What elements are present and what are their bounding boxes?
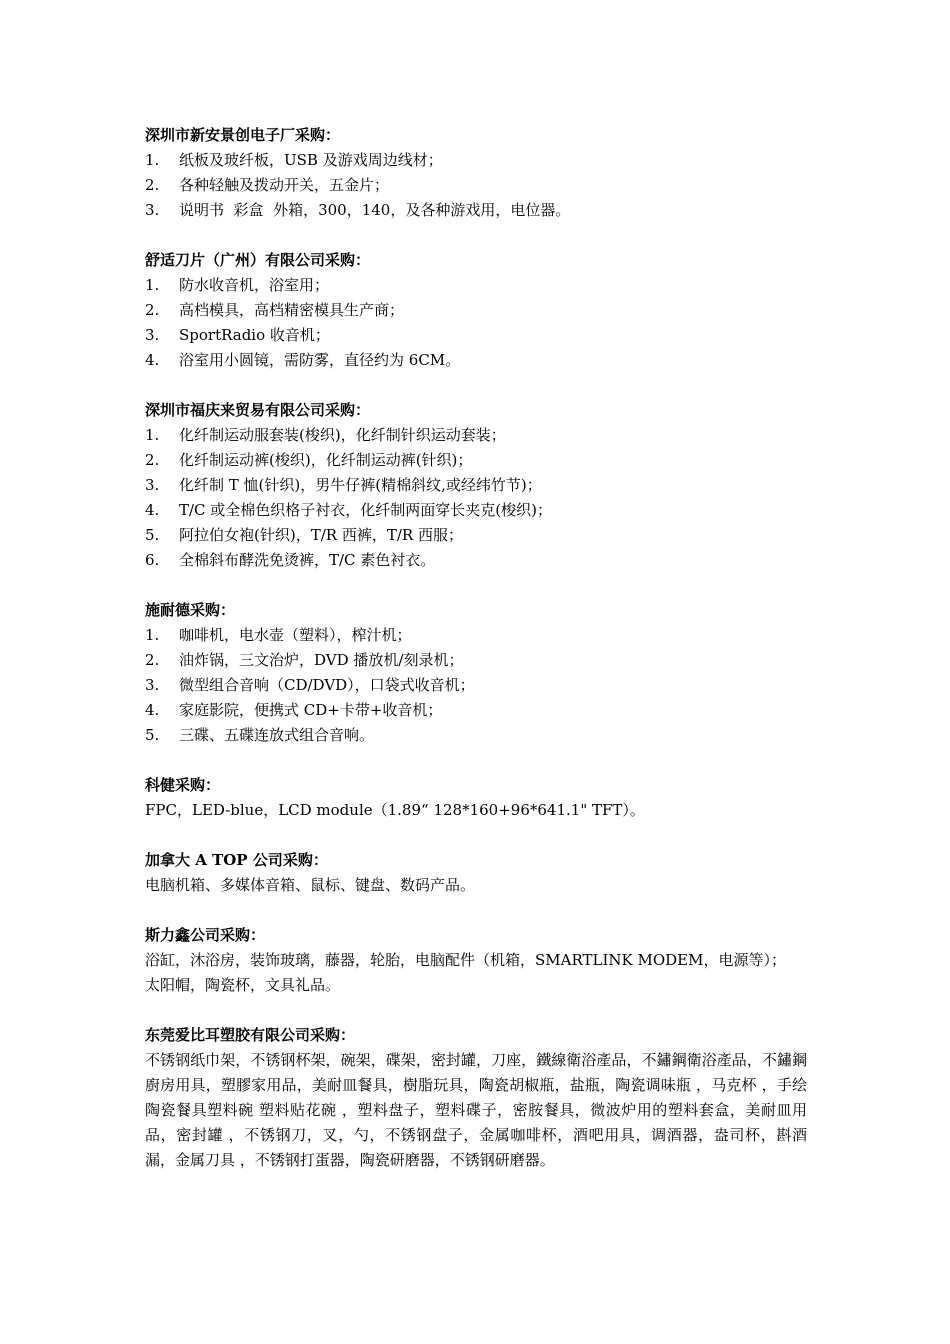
list-item — [145, 673, 807, 698]
item-number: 5. — [145, 726, 160, 744]
item-number: 1. — [145, 426, 160, 444]
list-item — [145, 548, 807, 573]
section-paragraph: 电脑机箱、多媒体音箱、鼠标、键盘、数码产品。 — [145, 876, 476, 894]
section-heading: 施耐德采购： — [145, 601, 236, 619]
item-number: 3. — [145, 676, 160, 694]
item-number: 4. — [145, 701, 160, 719]
list-item — [145, 473, 807, 498]
item-text: 说明书 彩盒 外箱，300，140，及各种游戏用，电位器。 — [179, 201, 571, 219]
item-number: 3. — [145, 326, 160, 344]
list-item — [145, 498, 807, 523]
item-text: 纸板及玻纤板，USB 及游戏周边线材； — [179, 151, 443, 169]
section-heading: 深圳市新安景创电子厂采购： — [145, 126, 341, 144]
list-item — [145, 298, 807, 323]
item-number: 5. — [145, 526, 160, 544]
section-schneider — [145, 598, 807, 748]
section-shushi-daopian — [145, 248, 807, 373]
list-item — [145, 198, 807, 223]
section-heading: 科健采购： — [145, 776, 221, 794]
list-item — [145, 273, 807, 298]
item-number: 1. — [145, 626, 160, 644]
item-text: 化纤制 T 恤(针织)，男牛仔裤(精棉斜纹,或经纬竹节)； — [179, 476, 542, 494]
list-item — [145, 323, 807, 348]
list-item — [145, 423, 807, 448]
item-text: 浴室用小圆镜，需防雾，直径约为 6CM。 — [179, 351, 461, 369]
section-fuqinglai — [145, 398, 807, 573]
item-text: SportRadio 收音机； — [179, 326, 330, 344]
section-paragraph: 太阳帽，陶瓷杯，文具礼品。 — [145, 976, 341, 994]
item-number: 2. — [145, 651, 160, 669]
item-text: 各种轻触及拨动开关，五金片； — [179, 176, 390, 194]
list-item — [145, 723, 807, 748]
list-item — [145, 173, 807, 198]
section-paragraph: FPC，LED-blue，LCD module（1.89“ 128*160+96*641.1" TFT）。 — [145, 801, 645, 819]
item-text: 咖啡机，电水壶（塑料），榨汁机； — [179, 626, 412, 644]
item-number: 1. — [145, 151, 160, 169]
item-text: 化纤制运动裤(梭织)，化纤制运动裤(针织)； — [179, 451, 473, 469]
item-text: 微型组合音响（CD/DVD），口袋式收音机； — [179, 676, 475, 694]
section-kejian — [145, 773, 807, 823]
section-canada-atop — [145, 848, 807, 898]
section-aibier — [145, 1023, 807, 1173]
document-page — [145, 123, 807, 1198]
item-number: 4. — [145, 351, 160, 369]
item-number: 6. — [145, 551, 160, 569]
item-text: T/C 或全棉色织格子衬衣，化纤制两面穿长夹克(梭织)； — [179, 501, 553, 519]
section-heading: 深圳市福庆来贸易有限公司采购： — [145, 401, 371, 419]
item-text: 高档模具，高档精密模具生产商； — [179, 301, 405, 319]
section-heading: 东莞爱比耳塑胶有限公司采购： — [145, 1026, 356, 1044]
section-heading: 加拿大 A TOP 公司采购： — [145, 851, 328, 869]
item-text: 化纤制运动服套装(梭织)，化纤制针织运动套装； — [179, 426, 506, 444]
section-xinanjingchuang — [145, 123, 807, 223]
section-paragraph: 不锈钢纸巾架，不锈钢杯架，碗架，碟架，密封罐，刀座，鐵線衛浴產品，不鏽鋼衛浴產品，不鏽鋼廚房用具，塑膠家用品，美耐皿餐具，樹脂玩具，陶瓷胡椒瓶，盐瓶，陶瓷调味瓶 ，马克杯 ，手绘陶瓷餐具塑料碗 塑料贴花碗 ，塑料盘子，塑料碟子，密胺餐具，微波炉用的塑料套盒，美耐皿用品，密封罐 ，不锈钢刀，叉，勺，不锈钢盘子，金属咖啡杯，酒吧用具，调酒器，盎司杯，斟酒漏，金属刀具 ，不锈钢打蛋器，陶瓷研磨器，不锈钢研磨器。 — [145, 1051, 807, 1169]
list-item — [145, 648, 807, 673]
list-item — [145, 523, 807, 548]
item-text: 防水收音机，浴室用； — [179, 276, 330, 294]
section-heading: 舒适刀片（广州）有限公司采购： — [145, 251, 371, 269]
item-text: 阿拉伯女袍(针织)，T/R 西裤，T/R 西服； — [179, 526, 463, 544]
item-number: 2. — [145, 301, 160, 319]
section-heading: 斯力鑫公司采购： — [145, 926, 266, 944]
item-text: 家庭影院，便携式 CD+卡带+收音机； — [179, 701, 443, 719]
item-text: 全棉斜布酵洗免烫裤，T/C 素色衬衣。 — [179, 551, 436, 569]
item-number: 4. — [145, 501, 160, 519]
item-number: 2. — [145, 451, 160, 469]
list-item — [145, 448, 807, 473]
item-number: 1. — [145, 276, 160, 294]
list-item — [145, 698, 807, 723]
item-text: 三碟、五碟连放式组合音响。 — [179, 726, 375, 744]
section-silixin — [145, 923, 807, 998]
item-number: 2. — [145, 176, 160, 194]
list-item — [145, 348, 807, 373]
item-number: 3. — [145, 476, 160, 494]
item-number: 3. — [145, 201, 160, 219]
section-paragraph: 浴缸，沐浴房，装饰玻璃，藤器，轮胎，电脑配件（机箱，SMARTLINK MODEM，电源等）； — [145, 951, 786, 969]
item-text: 油炸锅，三文治炉，DVD 播放机/刻录机； — [179, 651, 464, 669]
list-item — [145, 148, 807, 173]
list-item — [145, 623, 807, 648]
